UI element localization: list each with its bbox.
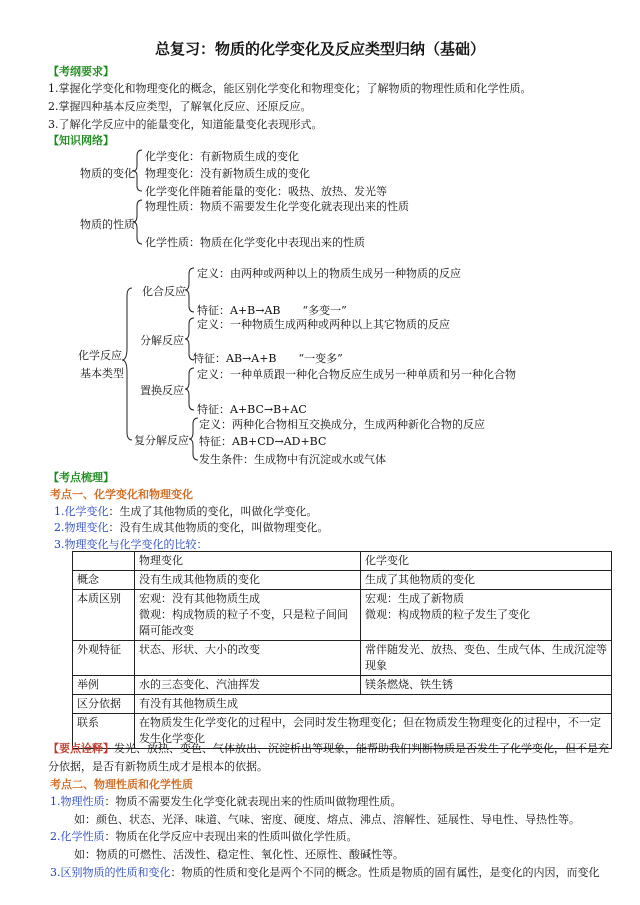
kaogang-item-2: 2.掌握四种基本反应类型，了解氧化反应、还原反应。 — [48, 100, 312, 113]
type-feat-zhihuan: 特征：A+BC→B+AC — [197, 403, 307, 416]
table-cell: 概念 — [73, 571, 135, 590]
type-name-zhihuan: 置换反应 — [140, 384, 184, 397]
table-cell: 常伴随发光、放热、变色、生成气体、生成沉淀等现象 — [361, 641, 612, 676]
table-row — [73, 695, 612, 714]
table-cell: 镁条燃烧、铁生锈 — [361, 676, 612, 695]
p2-chemical-property-text: ：物质在化学反应中表现出来的性质叫做化学性质。 — [104, 830, 358, 843]
p1-physical-change — [54, 519, 329, 535]
comparison-table — [72, 551, 612, 749]
type-name-fenjie: 分解反应 — [140, 334, 184, 347]
type-def-huahe: 定义：由两种或两种以上的物质生成另一种物质的反应 — [197, 267, 461, 280]
table-header-cell — [73, 552, 135, 571]
type-name-fufenjie: 复分解反应 — [134, 434, 189, 447]
p2-physical-property-text: ：物质不需要发生化学变化就表现出来的性质叫做物理性质。 — [104, 795, 402, 808]
change-label: 物质的变化 — [80, 167, 135, 180]
p1-physical-change-text: ：没有生成其他物质的变化，叫做物理变化。 — [108, 521, 329, 534]
reaction-label-1: 化学反应 — [78, 349, 122, 362]
fufenjie-brace — [189, 418, 198, 460]
table-cell: 没有生成其他物质的变化 — [135, 571, 361, 590]
p1-chemical-change — [54, 503, 318, 519]
table-cell: 本质区别 — [73, 590, 135, 641]
table-row — [73, 641, 612, 676]
table-cell: 区分依据 — [73, 695, 135, 714]
p2-physical-property — [50, 793, 402, 809]
table-row — [73, 590, 612, 641]
type-def-fufenjie: 定义：两种化合物相互交换成分，生成两种新化合物的反应 — [199, 418, 485, 431]
table-header-cell: 物理变化 — [135, 552, 361, 571]
p1-compare-heading: 3.物理变化与化学变化的比较： — [54, 538, 208, 551]
property-item-2: 化学性质：物质在化学变化中表现出来的性质 — [145, 236, 365, 249]
table-cell: 外观特征 — [73, 641, 135, 676]
type-feat-fufenjie: 特征：AB+CD→AD+BC — [199, 435, 327, 448]
table-cell: 在物质发生化学变化的过程中，会同时发生物理变化；但在物质发生物理变化的过程中，不一定发生化学变化 — [135, 714, 612, 749]
type-def-zhihuan: 定义：一种单质跟一种化合物反应生成另一种单质和另一种化合物 — [197, 368, 516, 381]
table-cell: 有没有其他物质生成 — [135, 695, 612, 714]
change-item-3: 化学变化伴随着能量的变化：吸热、放热、发光等 — [145, 185, 387, 198]
reaction-brace — [122, 288, 132, 440]
kaodian-heading: 【考点梳理】 — [48, 471, 114, 484]
p2-difference-text: ：物质的性质和变化是两个不同的概念。性质是物质的固有属性，是变化的内因，而变化 — [170, 866, 600, 879]
property-label: 物质的性质 — [80, 218, 135, 231]
table-cell: 水的三态变化、汽油挥发 — [135, 676, 361, 695]
type-def-fenjie: 定义：一种物质生成两种或两种以上其它物质的反应 — [197, 318, 450, 331]
point2-heading: 考点二、物理性质和化学性质 — [50, 778, 193, 791]
type-feat-huahe: 特征：A+B→AB “多变一” — [197, 304, 347, 317]
table-cell: 举例 — [73, 676, 135, 695]
note-text: 发光、放热、变色、气体放出、沉淀析出等现象，能帮助我们判断物质是否发生了化学变化，但不是充分依据，是否有新物质生成才是根本的依据。 — [48, 742, 609, 773]
reaction-label-2: 基本类型 — [80, 367, 124, 380]
kaogang-item-3: 3.了解化学反应中的能量变化，知道能量变化表现形式。 — [48, 118, 323, 131]
change-item-1: 化学变化：有新物质生成的变化 — [145, 150, 299, 163]
note-key: 【要点诠释】 — [48, 742, 114, 755]
huahe-brace — [185, 268, 194, 312]
kaogang-heading: 【考纲要求】 — [48, 65, 114, 78]
type-name-huahe: 化合反应 — [142, 285, 186, 298]
p1-physical-change-key: 2.物理变化 — [54, 521, 109, 534]
type-cond-fufenjie: 发生条件：生成物中有沉淀或水或气体 — [199, 453, 386, 466]
p2-physical-example: 如：颜色、状态、光泽、味道、气味、密度、硬度、熔点、沸点、溶解性、延展性、导电性、导热性等。 — [74, 813, 580, 826]
p2-chemical-property — [50, 828, 358, 844]
table-header-cell: 化学变化 — [361, 552, 612, 571]
p2-physical-property-key: 1.物理性质 — [50, 795, 105, 808]
p1-chemical-change-key: 1.化学变化 — [54, 505, 109, 518]
p2-chemical-property-key: 2.化学性质 — [50, 830, 105, 843]
kaogang-item-1: 1.掌握化学变化和物理变化的概念，能区别化学变化和物理变化；了解物质的物理性质和化学性质。 — [48, 82, 532, 95]
p2-difference — [50, 864, 600, 880]
table-cell: 状态、形状、大小的改变 — [135, 641, 361, 676]
type-feat-fenjie: 特征：AB→A+B “一变多” — [193, 352, 343, 365]
point1-heading: 考点一、化学变化和物理变化 — [50, 488, 193, 501]
table-cell: 宏观：没有其他物质生成 微观：构成物质的粒子不变，只是粒子间间隔可能改变 — [135, 590, 361, 641]
p2-difference-key: 3.区别物质的性质和变化 — [50, 866, 171, 879]
table-header-row — [73, 552, 612, 571]
change-item-2: 物理变化：没有新物质生成的变化 — [145, 167, 310, 180]
note-paragraph — [48, 740, 614, 776]
table-row — [73, 676, 612, 695]
page-title: 总复习：物质的化学变化及反应类型归纳（基础） — [154, 40, 485, 58]
table-cell: 宏观：生成了新物质 微观：构成物质的粒子发生了变化 — [361, 590, 612, 641]
network-heading: 【知识网络】 — [48, 134, 114, 147]
table-cell: 联系 — [73, 714, 135, 749]
table-cell: 生成了其他物质的变化 — [361, 571, 612, 590]
p1-chemical-change-text: ：生成了其他物质的变化，叫做化学变化。 — [108, 505, 318, 518]
p2-chemical-example: 如：物质的可燃性、活泼性、稳定性、氧化性、还原性、酸碱性等。 — [74, 848, 404, 861]
property-item-1: 物理性质：物质不需要发生化学变化就表现出来的性质 — [145, 200, 409, 213]
table-row — [73, 571, 612, 590]
zhihuan-brace — [185, 368, 194, 410]
